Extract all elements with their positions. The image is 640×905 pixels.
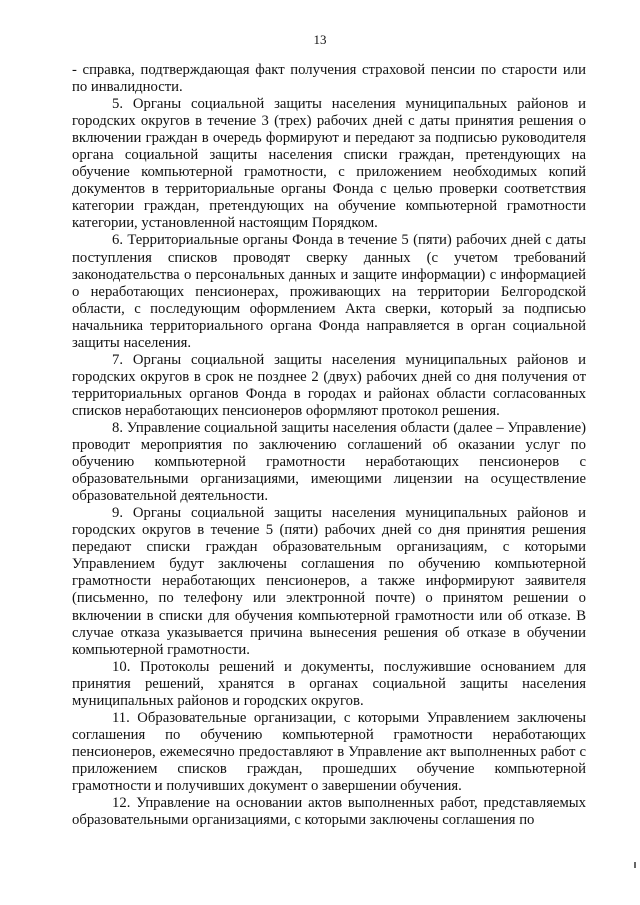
paragraph-6: 6. Территориальные органы Фонда в течение 5 (пяти) рабочих дней с даты поступления списков проводят сверку данных (с учетом требований законодательства о персональных данных и защите информации) с информацией о неработающих пенсионерах, проживающих на территории Белгородской области, с последующим оформлением Акта сверки, который за подписью начальника территориального органа Фонда направляется в орган социальной защиты населения. bbox=[72, 232, 586, 351]
paragraph-7: 7. Органы социальной защиты населения муниципальных районов и городских округов в срок не позднее 2 (двух) рабочих дней со дня получения от территориальных органов Фонда в городах и районах области согласованных списков неработающих пенсионеров оформляют протокол решения. bbox=[72, 351, 586, 419]
paragraph-9: 9. Органы социальной защиты населения муниципальных районов и городских округов в течение 5 (пяти) рабочих дней со дня принятия решения передают списки граждан образовательным организациям, с которыми Управлением будут заключены соглашения по обучению компьютерной грамотности неработающих пенсионеров, а также информируют заявителя (письменно, по телефону или электронной почте) о принятом решении о включении в списки для обучения компьютерной грамотности или об отказе. В случае отказа указывается причина вынесения решения об отказе в обучении компьютерной грамотности. bbox=[72, 505, 586, 658]
paragraph-pension-certificate: - справка, подтверждающая факт получения страховой пенсии по старости или по инвалидности. bbox=[72, 62, 586, 96]
paragraph-12: 12. Управление на основании актов выполненных работ, представляемых образовательными организациями, с которыми заключены соглашения по bbox=[72, 795, 586, 829]
paragraph-10: 10. Протоколы решений и документы, послужившие основанием для принятия решений, хранятся в органах социальной защиты населения муниципальных районов и городских округов. bbox=[72, 658, 586, 709]
paragraph-5: 5. Органы социальной защиты населения муниципальных районов и городских округов в течение 3 (трех) рабочих дней с даты принятия решения о включении граждан в очередь формируют и передают за подписью руководителя органа социальной защиты населения списки граждан, претендующих на обучение компьютерной грамотности, с приложением необходимых копий документов в территориальные органы Фонда с целью проверки соответствия категории граждан, претендующих на обучение компьютерной грамотности категории, установленной настоящим Порядком. bbox=[72, 96, 586, 232]
paragraph-11: 11. Образовательные организации, с которыми Управлением заключены соглашения по обучению компьютерной грамотности неработающих пенсионеров, ежемесячно предоставляют в Управление акт выполненных работ с приложением списков граждан, прошедших обучение компьютерной грамотности и получивших документ о завершении обучения. bbox=[72, 709, 586, 794]
paragraph-8: 8. Управление социальной защиты населения области (далее – Управление) проводит мероприятия по заключению соглашений об оказании услуг по обучению компьютерной грамотности неработающих пенсионеров с образовательными организациями, имеющими лицензии на осуществление образовательной деятельности. bbox=[72, 419, 586, 505]
scan-artifact-mark bbox=[634, 862, 636, 868]
page-number: 13 bbox=[313, 32, 327, 47]
document-body bbox=[72, 62, 586, 829]
